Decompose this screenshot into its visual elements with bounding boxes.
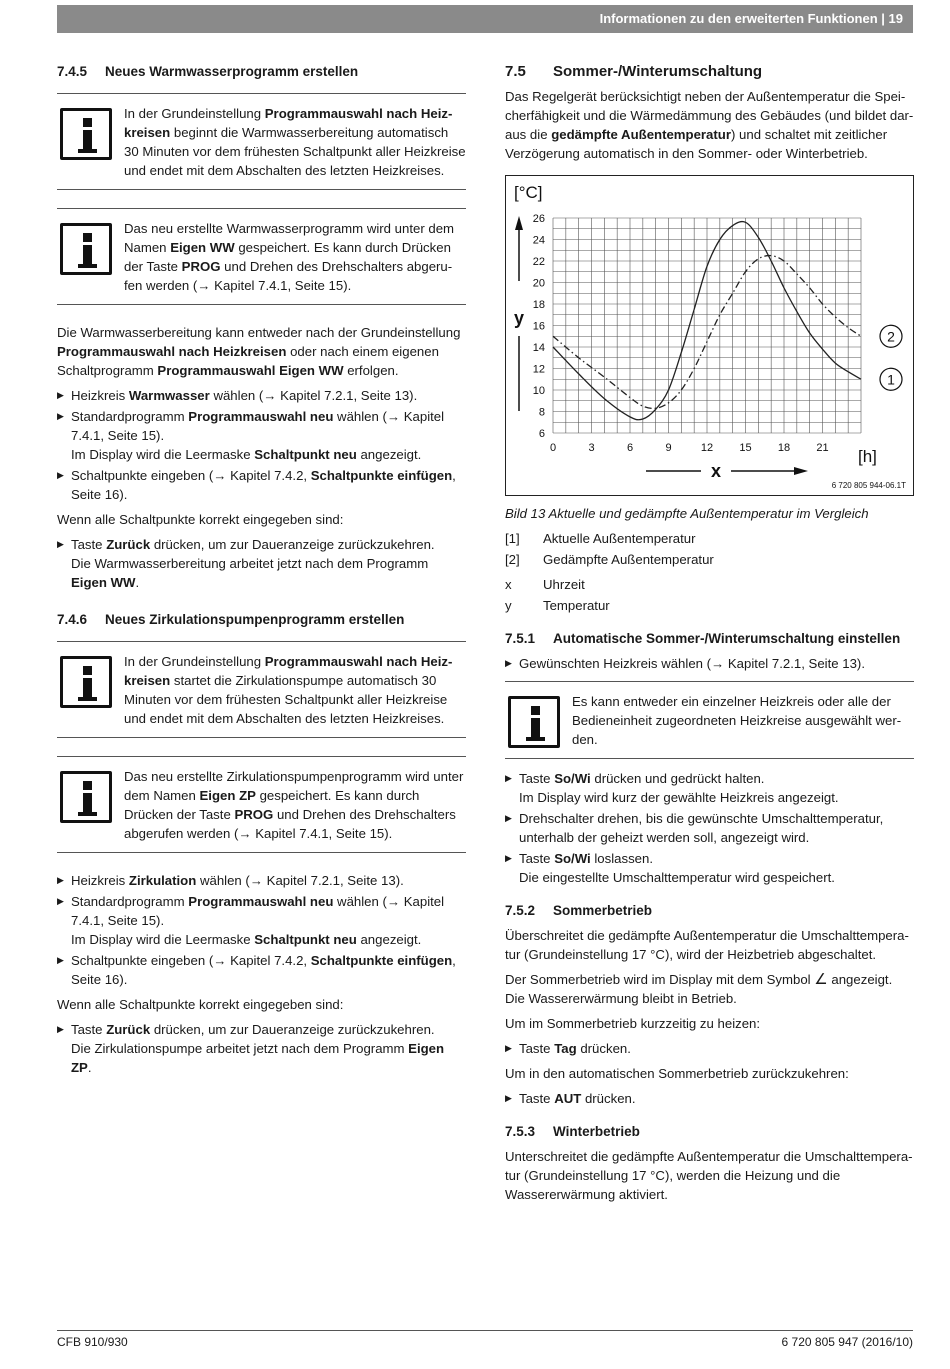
step: ▶ Taste So/Wi loslassen. Die eingestellte Umschalttemperatur wird gespeichert. — [505, 849, 914, 887]
paragraph: Unterschreitet die gedämpfte Außentemperatur die Umschalttemperatur (Grundeinstellung 17 °C), werden die Heizung und die Wassererwärmung aktiviert. — [505, 1149, 913, 1202]
right-column — [505, 62, 914, 1210]
footer-right: 6 720 805 947 (2016/10) — [781, 1335, 913, 1349]
series-label-1: 1 — [887, 371, 895, 388]
heading-7-5: 7.5 Sommer-/Winterumschaltung — [505, 63, 763, 80]
step: ▶ Heizkreis Zirkulation wählen (→ Kapitel 7.2.1, Seite 13). — [57, 871, 466, 890]
x-tick-label: 21 — [816, 442, 829, 454]
info-icon — [60, 656, 112, 708]
info-note — [57, 208, 466, 305]
page-footer — [57, 1330, 913, 1349]
step: ▶ Drehschalter drehen, bis die gewünschte Umschalttemperatur, unterhalb der geheizt werden soll, angezeigt wird. — [505, 809, 914, 847]
heading-7-5-3: 7.5.3 Winterbetrieb — [505, 1124, 640, 1139]
x-tick-label: 3 — [588, 442, 595, 454]
figure-code: 6 720 805 944-06.1T — [831, 481, 906, 490]
paragraph: Der Sommerbetrieb wird im Display mit dem Symbol ∠ angezeigt. Die Wassererwärmung bleibt in Betrieb. — [505, 971, 893, 1006]
y-tick-label: 6 — [538, 428, 545, 440]
y-tick-label: 22 — [532, 256, 545, 268]
info-icon — [60, 223, 112, 275]
step: ▶ Taste AUT drücken. — [505, 1089, 914, 1108]
step: ▶ Heizkreis Warmwasser wählen (→ Kapitel 7.2.1, Seite 13). — [57, 386, 466, 405]
paragraph: Um in den automatischen Sommerbetrieb zurückzukehren: — [505, 1066, 849, 1081]
y-tick-label: 10 — [532, 385, 545, 397]
info-icon — [508, 696, 560, 748]
heading-7-5-2: 7.5.2 Sommerbetrieb — [505, 903, 653, 918]
heading-7-4-6: 7.4.6 Neues Zirkulationspumpenprogramm erstellen — [57, 612, 405, 627]
y-tick-label: 16 — [532, 320, 545, 333]
step: ▶ Schaltpunkte eingeben (→ Kapitel 7.4.2, Schaltpunkte einfügen, Seite 16). — [57, 466, 466, 504]
note-text: In der Grundeinstellung Programmauswahl nach Heizkreisen beginnt die Warmwasserbereitung automatisch 30 Minuten vor dem frühesten Schaltpunkt aller Heizkreise und endet mit dem Abschalten des letzten Heizkreises. — [124, 106, 466, 178]
chart-svg — [506, 176, 913, 495]
paragraph: Um im Sommerbetrieb kurzzeitig zu heizen: — [505, 1016, 761, 1031]
paragraph: Wenn alle Schaltpunkte korrekt eingegeben sind: — [57, 512, 344, 527]
summer-mode-icon: ∠ — [814, 971, 828, 988]
series-label-2: 2 — [887, 328, 895, 345]
y-tick-label: 12 — [532, 363, 545, 376]
legend-row: [2] Gedämpfte Außentemperatur — [505, 552, 714, 567]
info-note — [57, 93, 466, 190]
info-note — [505, 681, 914, 759]
y-axis-label: y — [514, 308, 525, 328]
figure-caption: Bild 13 Aktuelle und gedämpfte Außentemperatur im Vergleich — [505, 506, 869, 521]
y-tick-label: 20 — [532, 277, 545, 290]
step: ▶ Taste Zurück drücken, um zur Daueranzeige zurückzukehren. Die Warmwasserbereitung arbeitet jetzt nach dem Programm Eigen WW. — [57, 535, 466, 592]
y-unit-label: [°C] — [514, 183, 543, 202]
paragraph: Wenn alle Schaltpunkte korrekt eingegeben sind: — [57, 997, 344, 1012]
step: ▶ Standardprogramm Programmauswahl neu wählen (→ Kapitel 7.4.1, Seite 15). Im Display wird die Leermaske Schaltpunkt neu angezeigt. — [57, 892, 466, 949]
step: ▶ Gewünschten Heizkreis wählen (→ Kapitel 7.2.1, Seite 13). — [505, 654, 914, 673]
step: ▶ Schaltpunkte eingeben (→ Kapitel 7.4.2, Schaltpunkte einfügen, Seite 16). — [57, 951, 466, 989]
heading-7-5-1: 7.5.1 Automatische Sommer-/Winterumschaltung einstellen — [505, 631, 901, 646]
note-text: Es kann entweder ein einzelner Heizkreis oder alle der Bedieneinheit zugeordneten Heizkreise ausgewählt werden. — [572, 694, 902, 747]
heading-7-4-5: 7.4.5 Neues Warmwasserprogramm erstellen — [57, 64, 359, 79]
x-tick-label: 18 — [777, 442, 791, 454]
step: ▶ Taste Tag drücken. — [505, 1039, 914, 1058]
y-tick-label: 14 — [532, 342, 545, 354]
step: ▶ Taste Zurück drücken, um zur Daueranzeige zurückzukehren. Die Zirkulationspumpe arbeitet jetzt nach dem Programm Eigen ZP. — [57, 1020, 466, 1077]
legend-row: x Uhrzeit — [505, 577, 585, 592]
legend-row: [1] Aktuelle Außentemperatur — [505, 531, 696, 546]
legend-row: y Temperatur — [505, 598, 610, 613]
x-tick-label: 12 — [700, 442, 714, 454]
y-tick-label: 8 — [538, 406, 545, 419]
paragraph: Überschreitet die gedämpfte Außentemperatur die Umschalttemperatur (Grundeinstellung 17 °C), wird der Heizbetrieb abgeschaltet. — [505, 928, 909, 962]
info-icon — [60, 771, 112, 823]
x-tick-label: 6 — [626, 442, 634, 454]
note-text: Das neu erstellte Zirkulationspumpenprogramm wird unter dem Namen Eigen ZP gespeichert. Es kann durch Drücken der Taste PROG und Drehen des Drehschalters abgerufen werden (→ Kapitel 7.4.1, Seite 15). — [124, 769, 464, 841]
temperature-chart — [505, 175, 914, 496]
page-header: Informationen zu den erweiterten Funktionen | 19 — [57, 5, 913, 33]
info-note — [57, 641, 466, 738]
info-note — [57, 756, 466, 853]
x-arrow-head — [794, 467, 808, 475]
step: ▶ Taste So/Wi drücken und gedrückt halten. Im Display wird kurz der gewählte Heizkreis angezeigt. — [505, 769, 914, 807]
step: ▶ Standardprogramm Programmauswahl neu wählen (→ Kapitel 7.4.1, Seite 15). Im Display wird die Leermaske Schaltpunkt neu angezeigt. — [57, 407, 466, 464]
y-tick-label: 26 — [532, 213, 545, 225]
note-text: Das neu erstellte Warmwasserprogramm wird unter dem Namen Eigen WW gespeichert. Es kann durch Drücken der Taste PROG und Drehen des Drehschalters abgerufen werden (→ Kapitel 7.4.1, Seite 15). — [124, 221, 455, 293]
left-column — [57, 62, 466, 1079]
x-tick-label: 15 — [739, 442, 752, 454]
x-tick-label: 0 — [549, 442, 557, 454]
y-tick-label: 24 — [532, 234, 545, 247]
y-tick-label: 18 — [532, 299, 545, 311]
paragraph: Das Regelgerät berücksichtigt neben der Außentemperatur die Speicherfähigkeit und die Wärmedämmung des Gebäudes (und bildet daraus die gedämpfte Außentemperatur) und schaltet mit zeitlicher Verzögerung automatisch in den Sommer- oder Winterbetrieb. — [505, 89, 914, 161]
x-unit-label: [h] — [858, 447, 877, 466]
x-tick-label: 9 — [665, 442, 672, 454]
footer-left: CFB 910/930 — [57, 1335, 128, 1349]
x-axis-label: x — [711, 461, 722, 481]
y-arrow-head — [515, 216, 523, 230]
note-text: In der Grundeinstellung Programmauswahl nach Heizkreisen startet die Zirkulationspumpe automatisch 30 Minuten vor dem frühesten Schaltpunkt aller Heizkreise und endet mit dem Abschalten des letzten Heizkreises. — [124, 654, 453, 726]
paragraph: Die Warmwasserbereitung kann entweder nach der Grundeinstellung Programmauswahl nach Heizkreisen oder nach einem eigenen Schaltprogramm Programmauswahl Eigen WW erfolgen. — [57, 325, 461, 378]
info-icon — [60, 108, 112, 160]
